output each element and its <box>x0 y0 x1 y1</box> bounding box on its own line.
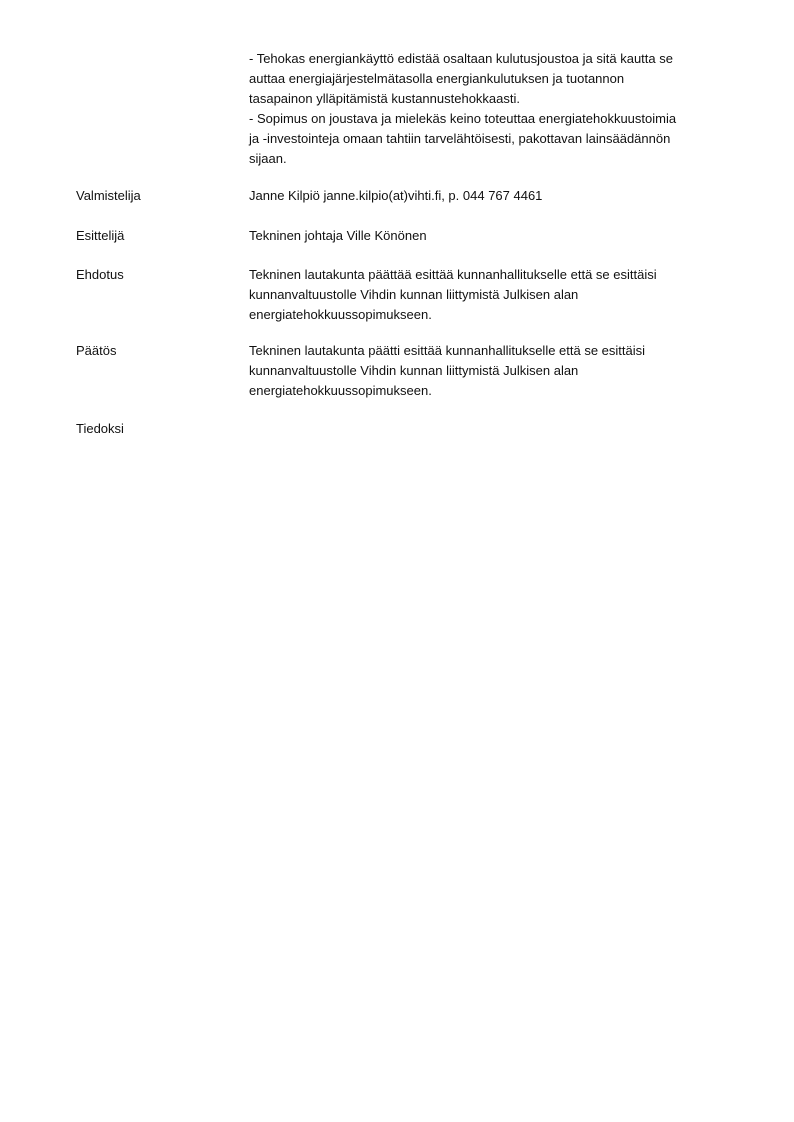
paatos-label: Päätös <box>76 343 117 358</box>
ehdotus-line: energiatehokkuussopimukseen. <box>249 307 432 322</box>
paatos-line: kunnanvaltuustolle Vihdin kunnan liittymistä Julkisen alan <box>249 363 579 378</box>
ehdotus-value <box>249 265 734 325</box>
ehdotus-label: Ehdotus <box>76 267 124 282</box>
esittelija-value: Tekninen johtaja Ville Könönen <box>249 228 427 243</box>
tiedoksi-label: Tiedoksi <box>76 421 124 436</box>
bullet-line: ja -investointeja omaan tahtiin tarvelähtöisesti, pakottavan lainsäädännön <box>249 131 671 146</box>
ehdotus-line: Tekninen lautakunta päättää esittää kunnanhallitukselle että se esittäisi <box>249 267 657 282</box>
ehdotus-line: kunnanvaltuustolle Vihdin kunnan liittymistä Julkisen alan <box>249 287 579 302</box>
bullet-line: tasapainon ylläpitämistä kustannustehokkaasti. <box>249 91 520 106</box>
paatos-line: Tekninen lautakunta päätti esittää kunnanhallitukselle että se esittäisi <box>249 343 646 358</box>
bullet-line: - Sopimus on joustava ja mielekäs keino toteuttaa energiatehokkuustoimia <box>249 111 677 126</box>
valmistelija-value: Janne Kilpiö janne.kilpio(at)vihti.fi, p. 044 767 4461 <box>249 188 543 203</box>
bullet-line: sijaan. <box>249 151 287 166</box>
paatos-value <box>249 341 734 401</box>
intro-bullets <box>249 49 734 169</box>
bullet-line: - Tehokas energiankäyttö edistää osaltaan kulutusjoustoa ja sitä kautta se <box>249 51 673 66</box>
paatos-line: energiatehokkuussopimukseen. <box>249 383 432 398</box>
valmistelija-label: Valmistelija <box>76 188 141 203</box>
bullet-line: auttaa energiajärjestelmätasolla energiankulutuksen ja tuotannon <box>249 71 625 86</box>
esittelija-label: Esittelijä <box>76 228 125 243</box>
